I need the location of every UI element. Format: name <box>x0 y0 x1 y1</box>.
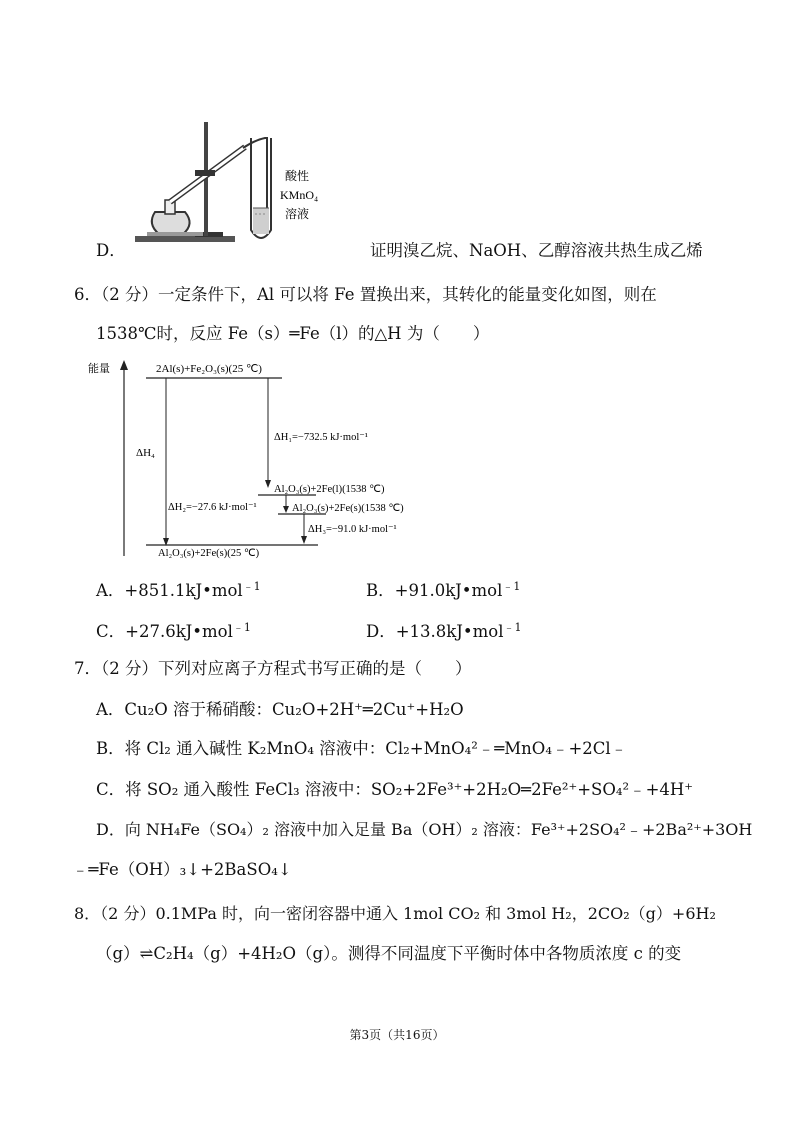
q7-option-c: C．将 SO₂ 通入酸性 FeCl₃ 溶液中：SO₂+2Fe³⁺+2H₂O═2Fe²⁺+SO₄²﹣+4H⁺ <box>96 780 694 799</box>
q6-option-c: C．+27.6kJ•mol$^{﹣1}$ <box>96 621 251 641</box>
diagram-mid2-level: Al₂O₃(s)+2Fe(s)(1538 ℃) <box>292 503 404 514</box>
energy-level-diagram <box>86 356 446 562</box>
diagram-dh4: ΔH₄ <box>136 447 155 459</box>
q5-option-d-letter: D． <box>96 241 126 260</box>
diagram-dh3: ΔH₃=−91.0 kJ·mol⁻¹ <box>308 524 397 535</box>
q6-option-d: D．+13.8kJ•mol$^{﹣1}$ <box>366 621 522 641</box>
q6-option-b: B．+91.0kJ•mol$^{﹣1}$ <box>366 580 521 600</box>
diagram-dh2: ΔH₂=−27.6 kJ·mol⁻¹ <box>168 502 257 513</box>
q7-option-b: B．将 Cl₂ 通入碱性 K₂MnO₄ 溶液中：Cl₂+MnO₄²﹣═MnO₄﹣+2Cl﹣ <box>96 739 628 758</box>
q7-option-a: A．Cu₂O 溶于稀硝酸：Cu₂O+2H⁺═2Cu⁺+H₂O <box>96 700 464 719</box>
diagram-dh1: ΔH₁=−732.5 kJ·mol⁻¹ <box>274 432 368 443</box>
q6-stem-line2: 1538℃时，反应 Fe（s）═Fe（l）的△H 为（ ） <box>96 324 490 343</box>
q7-option-d-line1: D．向 NH₄Fe（SO₄）₂ 溶液中加入足量 Ba（OH）₂ 溶液：Fe³⁺+2SO₄²﹣+2Ba²⁺+3OH <box>96 820 753 839</box>
q7-stem: 7．（2 分）下列对应离子方程式书写正确的是（ ） <box>74 659 472 678</box>
apparatus-label-reagent: KMnO₄ <box>280 188 319 202</box>
q5-option-d-text: 证明溴乙烷、NaOH、乙醇溶液共热生成乙烯 <box>370 241 703 260</box>
diagram-mid1-level: Al₂O₃(s)+2Fe(l)(1538 ℃) <box>274 484 385 495</box>
diagram-bottom-level: Al₂O₃(s)+2Fe(s)(25 ℃) <box>158 548 260 559</box>
q6-stem-line1: 6．（2 分）一定条件下，Al 可以将 Fe 置换出来，其转化的能量变化如图，则在 <box>74 285 657 304</box>
q8-stem-line2: （g）⇌C₂H₄（g）+4H₂O（g）。测得不同温度下平衡时体中各物质浓度 c 的变 <box>96 944 682 963</box>
q8-stem-line1: 8．（2 分）0.1MPa 时，向一密闭容器中通入 1mol CO₂ 和 3mol H₂，2CO₂（g）+6H₂ <box>74 904 716 923</box>
q6-option-a: A．+851.1kJ•mol$^{﹣1}$ <box>96 580 261 600</box>
diagram-ylabel: 能量 <box>88 363 110 375</box>
q7-option-d-line2: ﹣═Fe（OH）₃↓+2BaSO₄↓ <box>72 860 292 879</box>
page-footer: 第3页（共16页） <box>349 1028 445 1042</box>
apparatus-label-acid: 酸性 <box>285 169 310 183</box>
diagram-top-level: 2Al(s)+Fe₂O₃(s)(25 ℃) <box>156 363 262 375</box>
apparatus-label-solution: 溶液 <box>285 207 310 221</box>
distillation-apparatus-figure <box>125 112 335 252</box>
